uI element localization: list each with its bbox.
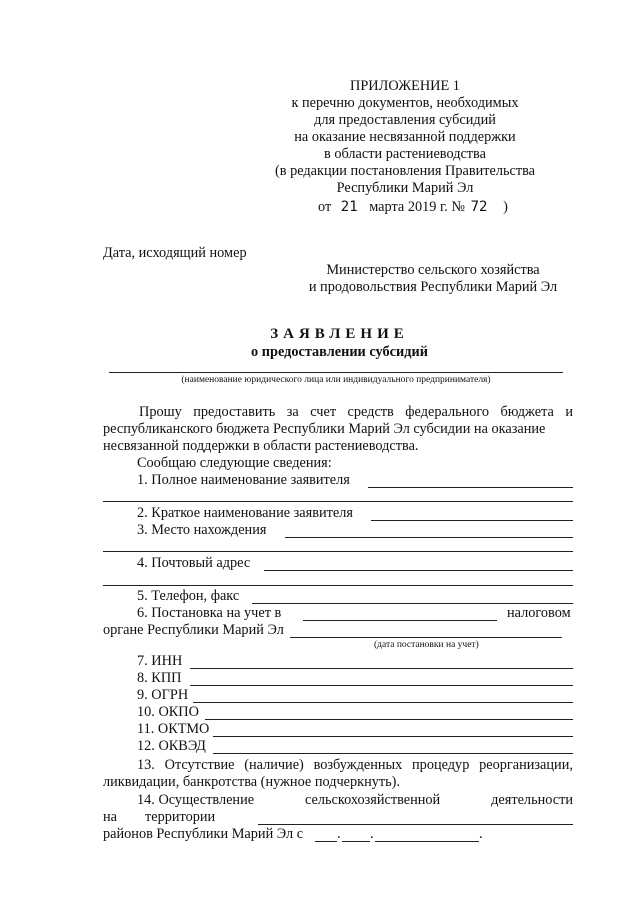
field-10-label: 10. ОКПО — [137, 704, 199, 720]
word: (наличие) — [244, 757, 304, 773]
field-9-label: 9. ОГРН — [137, 687, 189, 703]
field-4-label: 4. Почтовый адрес — [137, 555, 251, 571]
appendix-line: в области растениеводства — [324, 146, 486, 162]
word: предоставить — [193, 404, 276, 420]
appendix-line: Республики Марий Эл — [336, 180, 474, 196]
word: федерального — [405, 404, 490, 420]
date-number-label: Дата, исходящий номер — [103, 245, 247, 261]
field-2-label: 2. Краткое наименование заявителя — [137, 505, 353, 521]
document-subtitle: о предоставлении субсидий — [251, 344, 428, 360]
day-value: 21 — [340, 199, 358, 215]
word: за — [286, 404, 299, 420]
field-1-line-2[interactable] — [103, 501, 573, 502]
applicant-caption: (наименование юридического лица или индивидуального предпринимателя) — [181, 375, 491, 385]
field-6-label: 6. Постановка на учет в — [137, 605, 282, 621]
word: средств — [347, 404, 394, 420]
request-line-4: Сообщаю следующие сведения: — [137, 455, 332, 471]
field-9-line[interactable] — [193, 702, 573, 703]
field-14-dot: . — [370, 826, 374, 842]
field-7-label: 7. ИНН — [137, 653, 183, 669]
field-12-label: 12. ОКВЭД — [137, 738, 206, 754]
field-5-label: 5. Телефон, факс — [137, 588, 240, 604]
appendix-title: ПРИЛОЖЕНИЕ 1 — [350, 78, 460, 94]
request-line-2: республиканского бюджета Республики Марий Эл субсидии на оказание — [103, 421, 546, 437]
field-8-line[interactable] — [190, 685, 573, 686]
from-word: от — [318, 199, 332, 215]
field-6-line[interactable] — [303, 620, 497, 621]
field-6-label-end: налоговом — [507, 605, 571, 621]
field-4-line-2[interactable] — [103, 585, 573, 586]
resolution-number: 72 — [470, 199, 488, 215]
field-6-date-line[interactable] — [290, 637, 562, 638]
field-14-day-line[interactable] — [315, 841, 337, 842]
appendix-line: для предоставления субсидий — [314, 112, 496, 128]
request-line-1 — [139, 404, 573, 421]
close-paren: ) — [503, 199, 508, 215]
field-11-line[interactable] — [213, 736, 573, 737]
appendix-date-line — [318, 199, 508, 216]
field-14-line-1 — [137, 792, 573, 809]
field-14-line-3: районов Республики Марий Эл с — [103, 826, 304, 842]
field-10-line[interactable] — [205, 719, 573, 720]
request-line-3: несвязанной поддержки в области растениеводства. — [103, 438, 419, 454]
field-14-month-line[interactable] — [342, 841, 370, 842]
field-12-line[interactable] — [213, 753, 573, 754]
word: Прошу — [139, 404, 182, 420]
word: деятельности — [491, 792, 573, 808]
field-3-line[interactable] — [285, 537, 573, 538]
word: процедур — [412, 757, 470, 773]
field-1-label: 1. Полное наименование заявителя — [137, 472, 350, 488]
field-6-label-2: органе Республики Марий Эл — [103, 622, 284, 638]
word: счет — [310, 404, 337, 420]
word: Отсутствие — [164, 757, 235, 773]
field-1-line[interactable] — [368, 487, 573, 488]
field-13-line-2: ликвидации, банкротства (нужное подчеркнуть). — [103, 774, 401, 790]
field-2-line[interactable] — [371, 520, 573, 521]
word: возбужденных — [313, 757, 403, 773]
field-11-label: 11. ОКТМО — [137, 721, 210, 737]
field-14-word-territory: территории — [145, 809, 216, 825]
field-13-line-1 — [137, 757, 573, 774]
word: реорганизации, — [479, 757, 573, 773]
applicant-name-line[interactable] — [109, 372, 563, 373]
field-4-line[interactable] — [264, 570, 573, 571]
month-year: марта 2019 г. № — [369, 199, 466, 215]
word: 14. Осуществление — [137, 792, 255, 808]
word: и — [565, 404, 573, 420]
field-14-year-line[interactable] — [375, 841, 479, 842]
appendix-line: к перечню документов, необходимых — [291, 95, 519, 111]
field-14-dot: . — [337, 826, 341, 842]
field-3-line-2[interactable] — [103, 551, 573, 552]
recipient-line: и продовольствия Республики Марий Эл — [308, 279, 558, 295]
recipient-line: Министерство сельского хозяйства — [326, 262, 540, 278]
appendix-line: на оказание несвязанной поддержки — [294, 129, 516, 145]
field-5-line[interactable] — [252, 603, 573, 604]
document-title: ЗАЯВЛЕНИЕ — [270, 326, 409, 342]
word: бюджета — [500, 404, 554, 420]
appendix-line: (в редакции постановления Правительства — [274, 163, 536, 179]
word: сельскохозяйственной — [305, 792, 441, 808]
field-14-word-on: на — [103, 809, 117, 825]
word: 13. — [137, 757, 155, 773]
field-7-line[interactable] — [190, 668, 573, 669]
field-14-dot: . — [479, 826, 483, 842]
field-14-territory-line[interactable] — [258, 824, 573, 825]
field-6-caption: (дата постановки на учет) — [374, 640, 479, 650]
field-8-label: 8. КПП — [137, 670, 182, 686]
field-3-label: 3. Место нахождения — [137, 522, 267, 538]
